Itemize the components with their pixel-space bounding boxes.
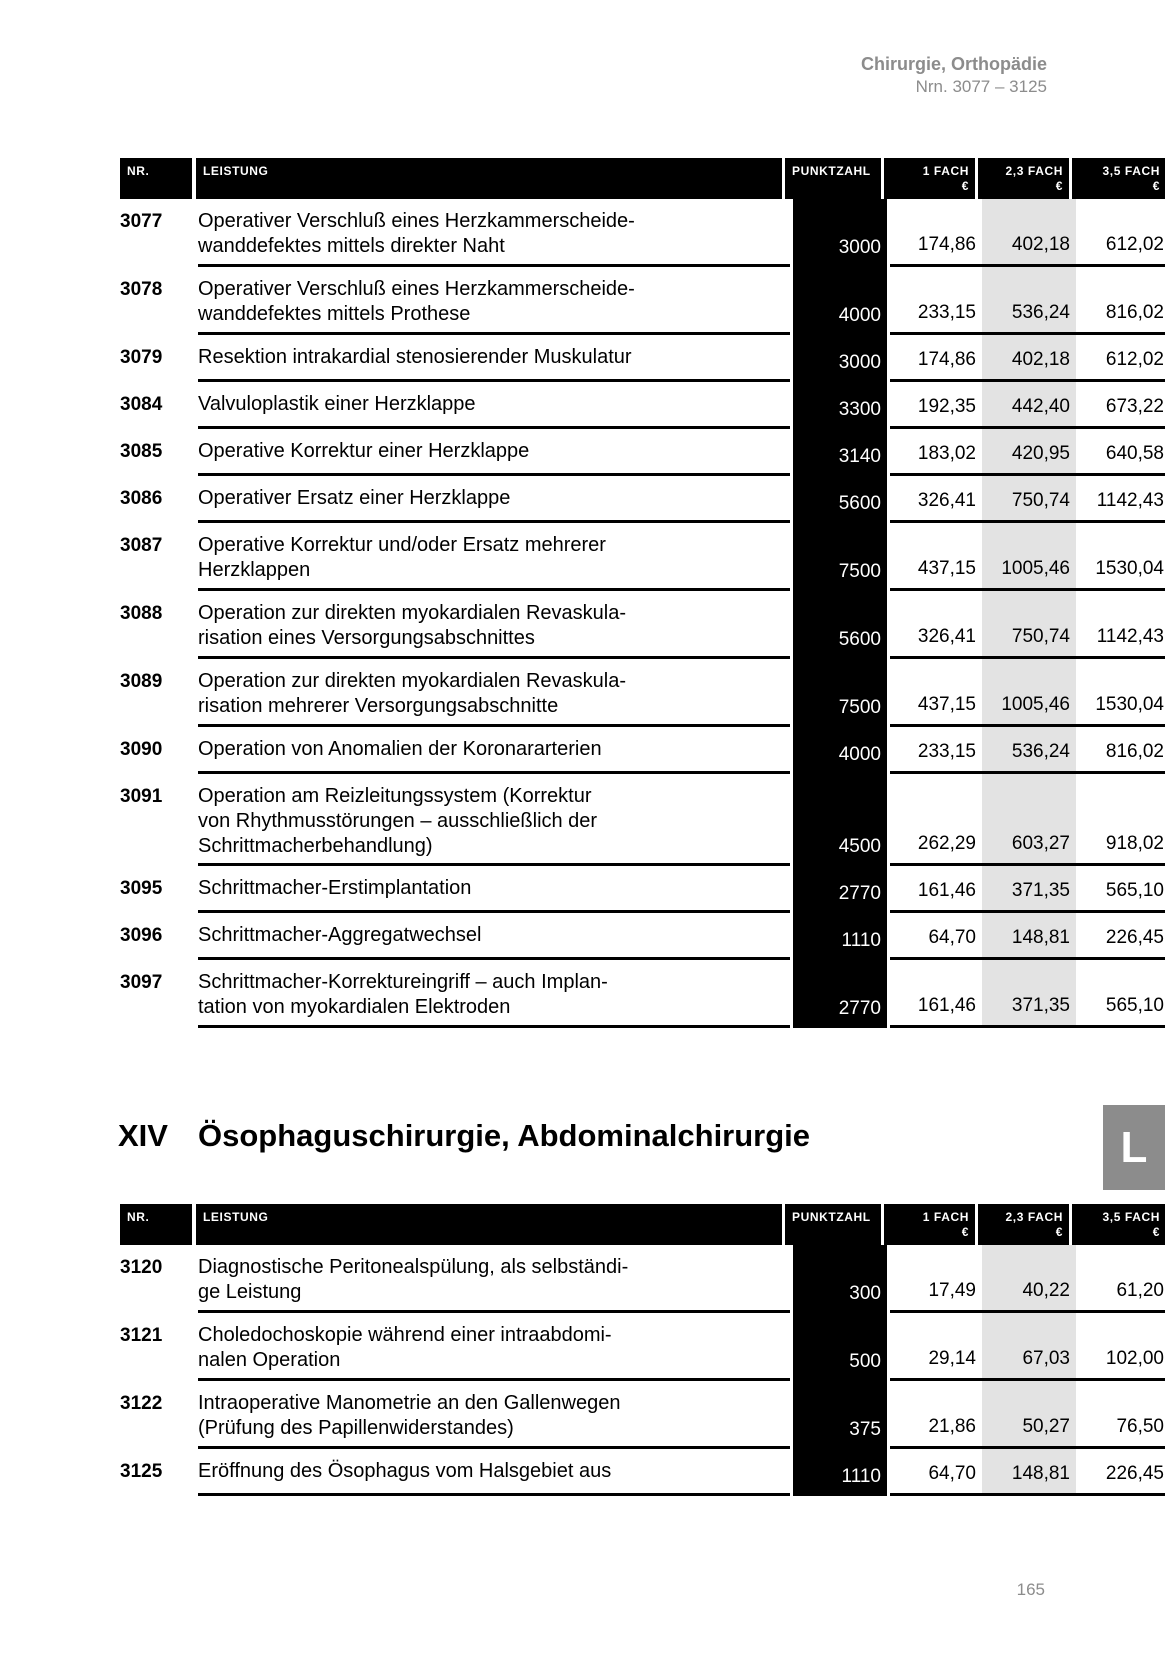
fee-35fach-value: 816,02 bbox=[1105, 302, 1164, 323]
item-number: 3096 bbox=[120, 925, 163, 946]
table-row bbox=[120, 1381, 1164, 1449]
fee-35fach-cell bbox=[1076, 335, 1165, 382]
col-header-35fach: 3,5 FACH € bbox=[1072, 1204, 1165, 1245]
punktzahl-value: 375 bbox=[849, 1419, 881, 1440]
punktzahl-value: 2770 bbox=[838, 883, 881, 904]
punktzahl-value: 1110 bbox=[841, 930, 881, 951]
fee-23fach-value: 750,74 bbox=[1011, 626, 1070, 647]
fee-1fach-value: 64,70 bbox=[928, 1463, 976, 1484]
fee-1fach-value: 174,86 bbox=[917, 349, 976, 370]
item-description bbox=[198, 913, 790, 960]
table-row bbox=[120, 382, 1164, 429]
item-number: 3097 bbox=[120, 972, 163, 993]
fee-35fach-cell bbox=[1076, 1313, 1165, 1381]
fee-35fach-cell bbox=[1076, 727, 1165, 774]
item-number: 3088 bbox=[120, 603, 163, 624]
fee-23fach-value: 442,40 bbox=[1011, 396, 1070, 417]
fee-1fach-value: 326,41 bbox=[917, 626, 976, 647]
fee-35fach-value: 612,02 bbox=[1105, 349, 1164, 370]
item-number: 3091 bbox=[120, 786, 163, 807]
fee-1fach-value: 174,86 bbox=[917, 234, 976, 255]
punktzahl-value: 7500 bbox=[838, 561, 881, 582]
fee-1fach-cell bbox=[890, 774, 982, 866]
fee-35fach-cell bbox=[1076, 429, 1165, 476]
fee-1fach-cell bbox=[890, 960, 982, 1028]
punktzahl-value: 5600 bbox=[838, 629, 881, 650]
punktzahl-cell bbox=[793, 335, 887, 382]
punktzahl-value: 3000 bbox=[838, 352, 881, 373]
fee-23fach-cell bbox=[982, 476, 1076, 523]
item-description bbox=[198, 523, 790, 591]
fee-23fach-cell bbox=[982, 335, 1076, 382]
description-line: Operation zur direkten myokardialen Revaskula- bbox=[198, 602, 626, 624]
fee-35fach-value: 76,50 bbox=[1116, 1416, 1164, 1437]
fee-35fach-value: 1530,04 bbox=[1095, 558, 1164, 579]
item-description bbox=[198, 960, 790, 1028]
description-line: nalen Operation bbox=[198, 1349, 341, 1371]
punktzahl-value: 2770 bbox=[838, 998, 881, 1019]
running-head bbox=[861, 52, 1047, 98]
item-description bbox=[198, 476, 790, 523]
section-number: XIV bbox=[118, 1118, 168, 1153]
fee-1fach-cell bbox=[890, 476, 982, 523]
fee-1fach-value: 233,15 bbox=[917, 302, 976, 323]
col-header-23fach: 2,3 FACH € bbox=[978, 158, 1069, 199]
description-line: Operation zur direkten myokardialen Revaskula- bbox=[198, 670, 626, 692]
fee-35fach-value: 565,10 bbox=[1105, 880, 1164, 901]
fee-1fach-value: 192,35 bbox=[917, 396, 976, 417]
fee-23fach-value: 402,18 bbox=[1011, 234, 1070, 255]
fee-35fach-cell bbox=[1076, 1381, 1165, 1449]
table-row bbox=[120, 866, 1164, 913]
fee-1fach-value: 161,46 bbox=[917, 880, 976, 901]
table-body bbox=[120, 1245, 1164, 1496]
punktzahl-value: 4000 bbox=[838, 305, 881, 326]
fee-1fach-value: 233,15 bbox=[917, 741, 976, 762]
item-number: 3079 bbox=[120, 347, 163, 368]
fee-23fach-cell bbox=[982, 774, 1076, 866]
fee-1fach-cell bbox=[890, 429, 982, 476]
fee-35fach-cell bbox=[1076, 866, 1165, 913]
fee-1fach-value: 262,29 bbox=[917, 833, 976, 854]
table-row bbox=[120, 774, 1164, 866]
description-line: Operativer Verschluß eines Herzkammerscheide- bbox=[198, 278, 635, 300]
punktzahl-cell bbox=[793, 727, 887, 774]
description-line: Operativer Verschluß eines Herzkammerscheide- bbox=[198, 210, 635, 232]
fee-1fach-cell bbox=[890, 591, 982, 659]
fee-1fach-cell bbox=[890, 199, 982, 267]
punktzahl-cell bbox=[793, 913, 887, 960]
item-number: 3087 bbox=[120, 535, 163, 556]
col-header-leistung: LEISTUNG bbox=[196, 1204, 782, 1245]
fee-23fach-cell bbox=[982, 1449, 1076, 1496]
description-line: wanddefektes mittels Prothese bbox=[198, 303, 471, 325]
description-line: Choledochoskopie während einer intraabdomi- bbox=[198, 1324, 612, 1346]
fee-35fach-cell bbox=[1076, 1245, 1165, 1313]
fee-1fach-cell bbox=[890, 1245, 982, 1313]
description-line: von Rhythmusstörungen – ausschließlich der bbox=[198, 810, 598, 832]
item-number: 3095 bbox=[120, 878, 163, 899]
fee-1fach-cell bbox=[890, 523, 982, 591]
fee-1fach-value: 17,49 bbox=[928, 1280, 976, 1301]
description-line: tation von myokardialen Elektroden bbox=[198, 996, 511, 1018]
fee-35fach-value: 1142,43 bbox=[1096, 626, 1164, 647]
chapter-title: Chirurgie, Orthopädie bbox=[860, 54, 1047, 74]
description-line: Schrittmacher-Aggregatwechsel bbox=[198, 924, 482, 946]
item-description bbox=[198, 267, 790, 335]
table-row bbox=[120, 659, 1164, 727]
fee-35fach-value: 918,02 bbox=[1105, 833, 1164, 854]
fee-1fach-value: 183,02 bbox=[917, 443, 976, 464]
fee-35fach-value: 61,20 bbox=[1116, 1280, 1164, 1301]
punktzahl-value: 1110 bbox=[841, 1466, 881, 1487]
table-row bbox=[120, 335, 1164, 382]
punktzahl-cell bbox=[793, 267, 887, 335]
description-line: risation eines Versorgungsabschnittes bbox=[198, 627, 535, 649]
fee-35fach-cell bbox=[1076, 267, 1165, 335]
item-number: 3121 bbox=[120, 1325, 163, 1346]
fee-23fach-value: 750,74 bbox=[1011, 490, 1070, 511]
description-line: Operation von Anomalien der Koronararterien bbox=[198, 738, 602, 760]
item-number: 3090 bbox=[120, 739, 163, 760]
table-header bbox=[120, 158, 1160, 199]
number-range: Nrn. 3077 – 3125 bbox=[915, 77, 1047, 96]
item-description bbox=[198, 429, 790, 476]
table-row bbox=[120, 429, 1164, 476]
description-line: Schrittmacherbehandlung) bbox=[198, 835, 433, 857]
table-row bbox=[120, 960, 1164, 1028]
fee-23fach-cell bbox=[982, 429, 1076, 476]
col-header-leistung: LEISTUNG bbox=[196, 158, 782, 199]
page-number: 165 bbox=[1016, 1580, 1045, 1599]
description-line: ge Leistung bbox=[198, 1281, 302, 1303]
fee-35fach-cell bbox=[1076, 774, 1165, 866]
punktzahl-value: 500 bbox=[849, 1351, 881, 1372]
fee-35fach-cell bbox=[1076, 1449, 1165, 1496]
punktzahl-value: 4000 bbox=[838, 744, 881, 765]
fee-23fach-cell bbox=[982, 199, 1076, 267]
fee-1fach-cell bbox=[890, 382, 982, 429]
fee-table-cardiac bbox=[120, 158, 1164, 1028]
punktzahl-cell bbox=[793, 1381, 887, 1449]
description-line: Intraoperative Manometrie an den Gallenwegen bbox=[198, 1392, 621, 1414]
punktzahl-value: 7500 bbox=[838, 697, 881, 718]
fee-23fach-value: 1005,46 bbox=[1001, 694, 1070, 715]
description-line: Schrittmacher-Erstimplantation bbox=[198, 877, 472, 899]
fee-23fach-value: 603,27 bbox=[1011, 833, 1070, 854]
fee-1fach-value: 437,15 bbox=[917, 558, 976, 579]
description-line: Schrittmacher-Korrektureingriff – auch Implan- bbox=[198, 971, 608, 993]
fee-1fach-cell bbox=[890, 335, 982, 382]
punktzahl-cell bbox=[793, 1313, 887, 1381]
punktzahl-cell bbox=[793, 960, 887, 1028]
description-line: Operation am Reizleitungssystem (Korrektur bbox=[198, 785, 592, 807]
fee-23fach-cell bbox=[982, 960, 1076, 1028]
fee-35fach-value: 816,02 bbox=[1105, 741, 1164, 762]
fee-1fach-value: 161,46 bbox=[917, 995, 976, 1016]
fee-23fach-value: 371,35 bbox=[1011, 995, 1070, 1016]
item-description bbox=[198, 335, 790, 382]
table-row bbox=[120, 1245, 1164, 1313]
item-number: 3120 bbox=[120, 1257, 163, 1278]
fee-35fach-value: 640,58 bbox=[1105, 443, 1164, 464]
fee-23fach-cell bbox=[982, 727, 1076, 774]
punktzahl-value: 300 bbox=[849, 1283, 881, 1304]
fee-35fach-cell bbox=[1076, 199, 1165, 267]
col-header-punktzahl: PUNKTZAHL bbox=[785, 1204, 881, 1245]
punktzahl-cell bbox=[793, 382, 887, 429]
table-row bbox=[120, 476, 1164, 523]
col-header-1fach: 1 FACH € bbox=[884, 158, 975, 199]
table-row bbox=[120, 727, 1164, 774]
fee-35fach-cell bbox=[1076, 523, 1165, 591]
fee-1fach-value: 29,14 bbox=[928, 1348, 976, 1369]
fee-23fach-cell bbox=[982, 866, 1076, 913]
item-description bbox=[198, 382, 790, 429]
punktzahl-cell bbox=[793, 1449, 887, 1496]
table-row bbox=[120, 591, 1164, 659]
item-description bbox=[198, 866, 790, 913]
fee-1fach-cell bbox=[890, 866, 982, 913]
item-description bbox=[198, 774, 790, 866]
fee-35fach-value: 226,45 bbox=[1105, 927, 1164, 948]
fee-1fach-cell bbox=[890, 1313, 982, 1381]
table-header bbox=[120, 1204, 1160, 1245]
fee-23fach-cell bbox=[982, 659, 1076, 727]
punktzahl-value: 5600 bbox=[838, 493, 881, 514]
item-number: 3122 bbox=[120, 1393, 163, 1414]
fee-23fach-value: 50,27 bbox=[1022, 1416, 1070, 1437]
punktzahl-cell bbox=[793, 591, 887, 659]
col-header-35fach: 3,5 FACH € bbox=[1072, 158, 1165, 199]
item-number: 3089 bbox=[120, 671, 163, 692]
fee-35fach-cell bbox=[1076, 591, 1165, 659]
fee-23fach-cell bbox=[982, 1381, 1076, 1449]
item-number: 3085 bbox=[120, 441, 163, 462]
table-row bbox=[120, 1313, 1164, 1381]
fee-23fach-value: 536,24 bbox=[1011, 302, 1070, 323]
fee-23fach-value: 536,24 bbox=[1011, 741, 1070, 762]
fee-1fach-cell bbox=[890, 267, 982, 335]
fee-1fach-cell bbox=[890, 727, 982, 774]
item-number: 3078 bbox=[120, 279, 163, 300]
description-line: Herzklappen bbox=[198, 559, 311, 581]
fee-23fach-cell bbox=[982, 523, 1076, 591]
section-title: Ösophaguschirurgie, Abdominalchirurgie bbox=[198, 1118, 811, 1153]
punktzahl-cell bbox=[793, 523, 887, 591]
item-description bbox=[198, 1449, 790, 1496]
punktzahl-value: 3000 bbox=[838, 237, 881, 258]
fee-35fach-cell bbox=[1076, 659, 1165, 727]
fee-35fach-cell bbox=[1076, 476, 1165, 523]
description-line: risation mehrerer Versorgungsabschnitte bbox=[198, 695, 559, 717]
item-description bbox=[198, 199, 790, 267]
col-header-1fach: 1 FACH € bbox=[884, 1204, 975, 1245]
fee-35fach-value: 1142,43 bbox=[1096, 490, 1164, 511]
fee-35fach-value: 565,10 bbox=[1105, 995, 1164, 1016]
col-header-nr: NR. bbox=[120, 158, 192, 199]
fee-table-abdominal bbox=[120, 1204, 1164, 1496]
punktzahl-cell bbox=[793, 429, 887, 476]
fee-35fach-value: 102,00 bbox=[1105, 1348, 1164, 1369]
fee-35fach-cell bbox=[1076, 960, 1165, 1028]
description-line: Valvuloplastik einer Herzklappe bbox=[198, 393, 476, 415]
item-description bbox=[198, 591, 790, 659]
fee-1fach-cell bbox=[890, 659, 982, 727]
fee-23fach-value: 1005,46 bbox=[1001, 558, 1070, 579]
fee-35fach-value: 1530,04 bbox=[1095, 694, 1164, 715]
description-line: Diagnostische Peritonealspülung, als selbständi- bbox=[198, 1256, 629, 1278]
fee-23fach-value: 67,03 bbox=[1022, 1348, 1070, 1369]
table-row bbox=[120, 267, 1164, 335]
fee-23fach-cell bbox=[982, 1245, 1076, 1313]
item-description bbox=[198, 1313, 790, 1381]
fee-23fach-cell bbox=[982, 913, 1076, 960]
description-line: Resektion intrakardial stenosierender Muskulatur bbox=[198, 346, 632, 368]
table-row bbox=[120, 1449, 1164, 1496]
punktzahl-value: 3300 bbox=[838, 399, 881, 420]
punktzahl-cell bbox=[793, 476, 887, 523]
fee-1fach-value: 64,70 bbox=[928, 927, 976, 948]
fee-35fach-value: 673,22 bbox=[1105, 396, 1164, 417]
fee-35fach-value: 612,02 bbox=[1105, 234, 1164, 255]
col-header-23fach: 2,3 FACH € bbox=[978, 1204, 1069, 1245]
description-line: Operativer Ersatz einer Herzklappe bbox=[198, 487, 511, 509]
punktzahl-cell bbox=[793, 199, 887, 267]
item-number: 3077 bbox=[120, 211, 163, 232]
item-description bbox=[198, 727, 790, 774]
item-description bbox=[198, 1245, 790, 1313]
fee-23fach-value: 402,18 bbox=[1011, 349, 1070, 370]
col-header-punktzahl: PUNKTZAHL bbox=[785, 158, 881, 199]
table-row bbox=[120, 913, 1164, 960]
punktzahl-value: 3140 bbox=[838, 446, 881, 467]
fee-23fach-value: 148,81 bbox=[1011, 1463, 1070, 1484]
item-number: 3084 bbox=[120, 394, 163, 415]
col-header-nr: NR. bbox=[120, 1204, 192, 1245]
fee-23fach-cell bbox=[982, 591, 1076, 659]
punktzahl-cell bbox=[793, 774, 887, 866]
fee-1fach-cell bbox=[890, 1449, 982, 1496]
fee-35fach-cell bbox=[1076, 382, 1165, 429]
description-line: Eröffnung des Ösophagus vom Halsgebiet aus bbox=[198, 1460, 612, 1482]
table-row bbox=[120, 523, 1164, 591]
fee-1fach-value: 437,15 bbox=[917, 694, 976, 715]
description-line: Operative Korrektur und/oder Ersatz mehrerer bbox=[198, 534, 606, 556]
punktzahl-cell bbox=[793, 1245, 887, 1313]
fee-35fach-value: 226,45 bbox=[1105, 1463, 1164, 1484]
fee-23fach-cell bbox=[982, 1313, 1076, 1381]
table-row bbox=[120, 199, 1164, 267]
punktzahl-cell bbox=[793, 659, 887, 727]
fee-1fach-value: 21,86 bbox=[928, 1416, 976, 1437]
description-line: wanddefektes mittels direkter Naht bbox=[198, 235, 505, 257]
fee-1fach-cell bbox=[890, 1381, 982, 1449]
item-description bbox=[198, 1381, 790, 1449]
item-number: 3086 bbox=[120, 488, 163, 509]
section-tab-marker: L bbox=[1103, 1105, 1165, 1190]
fee-23fach-value: 371,35 bbox=[1011, 880, 1070, 901]
punktzahl-value: 4500 bbox=[838, 836, 881, 857]
fee-23fach-value: 40,22 bbox=[1022, 1280, 1070, 1301]
item-description bbox=[198, 659, 790, 727]
fee-23fach-value: 148,81 bbox=[1011, 927, 1070, 948]
item-number: 3125 bbox=[120, 1461, 163, 1482]
fee-35fach-cell bbox=[1076, 913, 1165, 960]
fee-1fach-cell bbox=[890, 913, 982, 960]
description-line: Operative Korrektur einer Herzklappe bbox=[198, 440, 530, 462]
fee-23fach-cell bbox=[982, 382, 1076, 429]
fee-1fach-value: 326,41 bbox=[917, 490, 976, 511]
punktzahl-cell bbox=[793, 866, 887, 913]
fee-23fach-value: 420,95 bbox=[1011, 443, 1070, 464]
table-body bbox=[120, 199, 1164, 1028]
description-line: (Prüfung des Papillenwiderstandes) bbox=[198, 1417, 514, 1439]
section-heading bbox=[118, 1118, 810, 1154]
fee-23fach-cell bbox=[982, 267, 1076, 335]
